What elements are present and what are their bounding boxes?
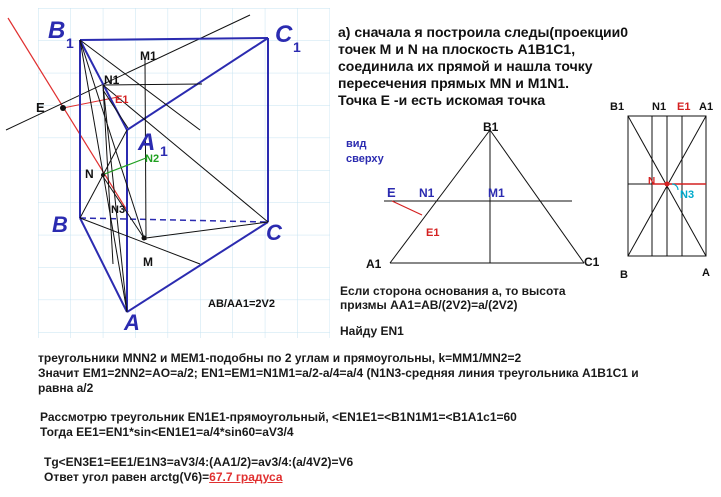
- side-label-a: A: [702, 267, 710, 279]
- label-n3: N3: [111, 204, 126, 216]
- side-label-n3: N3: [680, 189, 695, 201]
- point-n: [101, 173, 105, 177]
- side-label-e1: E1: [677, 101, 691, 113]
- height-note-1: Если сторона основания а, то высота: [340, 284, 566, 298]
- find-note: Найду EN1: [340, 324, 404, 338]
- top-label-e1: E1: [426, 227, 440, 239]
- tg-line: Tg<EN3E1=EE1/E1N3=aV3/4:(AA1/2)=av3/4:(a/4V2)=V6: [44, 455, 354, 469]
- top-label-a1: A1: [366, 257, 382, 271]
- intro-line-5: Точка Е -и есть искомая точка: [338, 92, 546, 108]
- label-n1: N1: [104, 73, 120, 87]
- label-a1: A: [138, 129, 156, 156]
- top-label-n1: N1: [419, 186, 435, 200]
- solution-line-2: Значит EM1=2NN2=AO=a/2; EN1=EM1=N1M1=a/2-a/4=a/4 (N1N3-средняя линия треугольника А1В1С1 и: [38, 366, 639, 380]
- point-e: [60, 105, 66, 111]
- side-label-n1: N1: [652, 101, 667, 113]
- side-view-diagram: [610, 98, 718, 288]
- top-caption-2: сверху: [346, 153, 384, 165]
- label-n2: N2: [145, 153, 160, 165]
- side-point-n: [665, 182, 670, 187]
- top-view-diagram: [340, 115, 610, 285]
- side-label-b: B: [620, 269, 628, 281]
- label-n: N: [85, 167, 94, 181]
- label-m1: M1: [140, 49, 157, 63]
- side-label-a1: A1: [699, 101, 714, 113]
- label-b: B: [52, 212, 68, 237]
- intro-line-2: точек М и N на плоскость А1В1С1,: [338, 41, 576, 57]
- label-c1-sub: 1: [293, 39, 301, 55]
- height-note-2: призмы АА1=АВ/(2V2)=a/(2V2): [340, 298, 518, 312]
- prism-diagram: [0, 0, 340, 345]
- label-a1-sub: 1: [160, 143, 168, 159]
- label-e: E: [36, 100, 45, 115]
- top-label-m1: M1: [488, 186, 505, 200]
- top-label-b1: B1: [483, 120, 499, 134]
- point-m: [142, 236, 147, 241]
- solution-line-3: равна а/2: [38, 381, 94, 395]
- label-c: C: [266, 220, 282, 245]
- label-e1: E1: [115, 94, 129, 106]
- top-label-c1: C1: [584, 255, 600, 269]
- top-caption-1: вид: [346, 138, 367, 150]
- label-a: A: [124, 310, 140, 335]
- label-b1: B: [48, 17, 66, 44]
- triangle-line-2: Тогда EE1=EN1*sin<EN1E1=a/4*sin60=aV3/4: [40, 425, 294, 439]
- side-label-b1: B1: [610, 101, 625, 113]
- triangle-line-1: Рассмотрю треугольник EN1E1-прямоугольный, <EN1E1=<B1N1M1=<B1A1c1=60: [40, 410, 517, 424]
- grid-background: [38, 8, 330, 338]
- intro-line-4: пересечения прямых MN и M1N1.: [338, 75, 570, 91]
- side-label-n: N: [648, 176, 656, 187]
- answer-line: [44, 470, 283, 484]
- side-angle-arc: [672, 184, 678, 190]
- intro-line-3: соединила их прямой и нашла точку: [338, 58, 593, 74]
- top-red-e-e1: [392, 201, 422, 215]
- ratio-note: AB/AA1=2V2: [208, 298, 275, 310]
- answer-value: 67.7 градуса: [209, 470, 283, 484]
- label-b1-sub: 1: [66, 35, 74, 51]
- label-m: M: [143, 255, 153, 269]
- top-label-e: E: [387, 185, 396, 200]
- solution-line-1: треугольники MNN2 и MEM1-подобны по 2 углам и прямоугольны, k=MM1/MN2=2: [38, 351, 522, 365]
- label-c1: C: [275, 21, 293, 48]
- intro-line-1: а) сначала я построила следы(проекции0: [338, 24, 629, 40]
- answer-prefix: Ответ угол равен arctg(V6)=: [44, 470, 210, 484]
